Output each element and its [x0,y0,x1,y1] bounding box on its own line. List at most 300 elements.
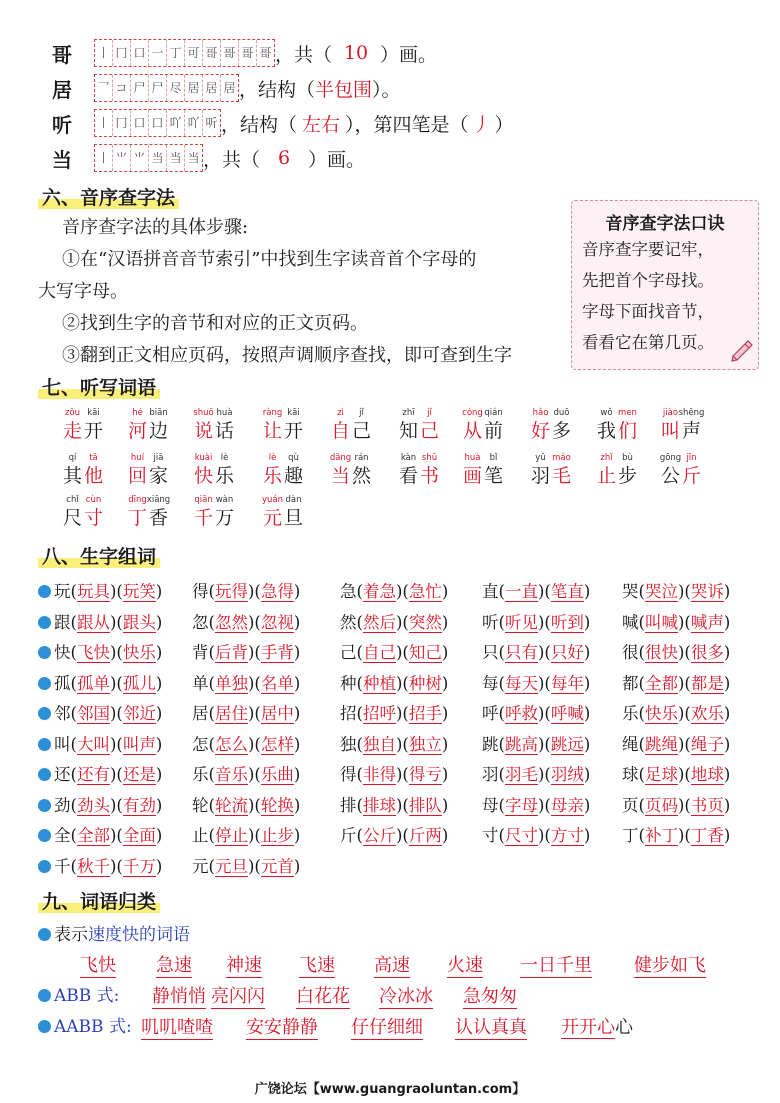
base-char: 还 [54,765,71,784]
base-char: 羽 [482,765,499,784]
word-answer: 羽绒 [550,765,584,784]
word-group-row [38,578,758,606]
word-answer: 然后 [362,612,396,632]
base-char: 种 [340,673,357,693]
note-line: 看看它在第几页。 [582,333,714,352]
base-char: 止 [192,826,209,845]
stroke-step: 尸 [149,75,167,101]
hanzi: 从 [462,420,482,442]
category-word: 神速 [226,951,262,978]
stroke-answer: 左右 [302,113,341,136]
hanzi: 步 [617,465,637,487]
word-answer: 邻近 [122,704,156,723]
word-group-row [38,670,758,698]
stroke-step: 吖 [167,110,185,136]
sec6-line-3: 大写字母。 [38,281,128,302]
hanzi: 开 [83,420,103,442]
word-tail: 心 [615,1017,633,1038]
stroke-char: 哥 [52,42,72,67]
word-answer: 后背 [214,643,248,662]
pinyin: hǎo [532,408,549,418]
word-group: 背(后背)(手背) [192,643,301,662]
word-group-row [38,639,758,667]
word-group-row [38,792,758,820]
base-char: 都 [622,673,639,693]
stroke-answer: 半包围 [315,78,373,101]
category-word: 飞速 [299,951,335,978]
pinyin-char [660,453,681,488]
category-word: 认认真真 [455,1013,527,1040]
pinyin: zhī [402,408,415,418]
word-answer: 呼救 [504,704,538,723]
word-answer: 种树 [408,673,442,693]
stroke-step: 冂 [113,110,131,136]
stroke-step: 尽 [167,75,185,101]
section-9-title: 九、词语归类 [38,887,160,914]
word-answer: 劲头 [76,795,110,815]
hanzi: 知 [398,420,418,442]
hanzi: 多 [551,420,571,442]
word-answer: 跟从 [76,612,110,632]
hanzi: 让 [262,420,282,442]
pinyin-char [462,453,483,488]
pinyin-char [398,408,419,443]
hanzi: 羽 [530,465,550,487]
base-char: 元 [192,856,209,876]
pinyin-char [530,408,551,443]
base-char: 然 [340,612,357,632]
pinyin: kāi [287,408,300,418]
base-char: 丁 [622,826,639,845]
pinyin: biān [149,408,168,418]
stroke-step: 乛 [95,75,113,101]
category-word: 叽叽喳喳 [141,1013,213,1040]
pinyin-char [283,495,304,530]
stroke-step: 口 [149,110,167,136]
bullet-icon [38,707,51,720]
base-char: 喊 [622,612,639,632]
base-char: 斤 [340,826,357,845]
word-answer: 尺寸 [504,826,538,845]
pinyin-char [483,453,504,488]
word-group: 很(很快)(很多) [622,643,731,662]
word-answer: 叫喊 [644,612,678,632]
dictation-word [462,408,504,443]
base-char: 快 [54,643,71,662]
pinyin-char [127,453,148,488]
mnemonic-note [571,200,759,370]
dictation-word [596,453,638,488]
word-group: 劲(劲头)(有劲) [38,792,162,816]
pinyin-char [617,453,638,488]
pinyin-char [462,408,483,443]
bullet-icon [38,860,51,873]
pinyin: dīng [128,495,147,505]
word-group: 急(着急)(急忙) [340,582,449,601]
pinyin: bǐ [489,453,498,463]
stroke-step: 一 [149,40,167,66]
pinyin-char [678,408,705,443]
pinyin: hé [132,408,143,418]
hanzi: 边 [148,420,168,442]
word-answer: 喊声 [690,612,724,632]
word-group-row [38,731,758,759]
word-group: 全(全部)(全面) [38,822,162,846]
word-answer: 听见 [504,612,538,632]
word-answer: 排球 [362,795,396,815]
hanzi: 元 [262,507,282,529]
base-char: 背 [192,643,209,662]
word-answer: 快乐 [644,704,678,723]
pinyin-char [214,453,235,488]
base-char: 己 [340,643,357,662]
pinyin-char [681,453,702,488]
hanzi: 画 [462,465,482,487]
word-answer: 字母 [504,795,538,815]
word-group-row [38,609,758,637]
pinyin: lè [268,453,277,463]
base-char: 乐 [192,765,209,784]
hanzi: 河 [127,420,147,442]
word-answer: 方寸 [550,826,584,845]
stroke-step: 听 [205,116,218,130]
word-answer: 急忙 [408,582,442,601]
base-char: 绳 [622,734,639,754]
stroke-answer: 6 [277,147,291,169]
note-title: 音序查字法口诀 [605,214,725,234]
base-char: 全 [54,826,71,845]
word-answer: 全部 [76,826,110,845]
word-answer: 单独 [214,673,248,693]
category-word: 静悄悄 [152,982,206,1009]
category-word: 火速 [447,951,483,978]
pinyin-char [330,408,351,443]
dictation-word [62,408,104,443]
base-char: 忽 [192,612,209,632]
stroke-step: 丨 [95,145,113,171]
word-group: 丁(补丁)(丁香) [622,826,731,845]
pinyin-char [62,453,83,488]
word-answer: 忽然 [214,612,248,632]
word-answer: 每年 [550,673,584,693]
base-char: 页 [622,795,639,815]
word-group: 居(居住)(居中) [192,704,301,723]
pinyin: jiā [153,453,164,463]
hanzi: 好 [530,420,550,442]
base-char: 千 [54,856,71,876]
section-8-title: 八、生字组词 [38,542,160,569]
bullet-icon [38,768,51,781]
pinyin: xiāng [146,495,171,505]
stroke-text: ，结构（ [221,113,298,136]
note-line: 字母下面找音节， [582,302,714,321]
word-group: 哭(哭泣)(哭诉) [622,582,731,601]
category-word: 健步如飞 [634,951,706,978]
aabb-label: AABB 式: [38,1012,132,1037]
word-answer: 乐曲 [260,765,294,784]
word-answer: 页码 [644,795,678,815]
pinyin: shū [421,453,438,463]
word-answer: 开开心 [561,1017,615,1038]
base-char: 劲 [54,795,71,815]
word-answer: 还是 [122,765,156,784]
stroke-char: 居 [52,77,72,102]
word-answer: 孤儿 [122,673,156,693]
dictation-word [530,408,572,443]
base-char: 居 [192,704,209,723]
hanzi: 毛 [551,465,571,487]
pinyin: bù [622,453,633,463]
pinyin-char [83,408,104,443]
stroke-order-box [94,74,239,102]
word-group: 喊(叫喊)(喊声) [622,612,731,632]
word-group: 球(足球)(地球) [622,765,731,784]
word-answer: 手背 [260,643,294,662]
dictation-word [193,453,235,488]
dictation-word [530,453,572,488]
word-answer: 止步 [260,826,294,845]
base-char: 招 [340,704,357,723]
pinyin: men [618,408,637,418]
pinyin-char [283,453,304,488]
dictation-word [127,453,169,488]
note-line: 先把首个字母找。 [582,271,714,290]
pinyin-char [419,453,440,488]
base-char: 寸 [482,826,499,845]
pinyin: jīn [686,453,697,463]
word-answer: 招手 [408,704,442,723]
pinyin-char [262,408,283,443]
word-group: 只(只有)(只好) [482,643,591,662]
word-answer: 怎样 [260,734,294,754]
hanzi: 尺 [62,507,82,529]
base-char: 很 [622,643,639,662]
base-char: 直 [482,582,499,601]
pinyin: qián [484,408,503,418]
hanzi: 声 [681,420,701,442]
pinyin-char [262,495,283,530]
stroke-text: ，共（ [203,148,261,171]
word-group: 得(非得)(得亏) [340,765,449,784]
word-group: 得(玩得)(急得) [192,582,301,601]
word-group: 忽(忽然)(忽视) [192,612,301,632]
pinyin: kuài [194,453,213,463]
pinyin: yǔ [535,453,546,463]
hanzi: 当 [330,465,350,487]
word-group: 羽(羽毛)(羽绒) [482,765,591,784]
bullet-icon [38,1020,51,1033]
hanzi: 开 [283,420,303,442]
base-char: 球 [622,765,639,784]
pinyin: máo [552,453,571,463]
word-answer: 叫声 [122,734,156,754]
base-char: 得 [340,765,357,784]
hanzi: 旦 [283,507,303,529]
hanzi: 公 [660,465,680,487]
dictation-word [660,408,705,443]
base-char: 单 [192,673,209,693]
pinyin: dàn [285,495,302,505]
word-answer: 名单 [260,673,294,693]
word-answer: 跳远 [550,734,584,754]
dictation-word [62,453,104,488]
stroke-row [52,71,401,105]
base-char: 听 [482,612,499,632]
word-answer: 突然 [408,612,442,632]
hanzi: 自 [330,420,350,442]
pinyin: lè [220,453,229,463]
stroke-step: 丨 [95,40,113,66]
base-char: 轮 [192,795,209,815]
word-group: 种(种植)(种树) [340,673,449,693]
dictation-word [193,408,235,443]
category-word: 白花花 [296,982,350,1009]
pinyin-char [193,408,214,443]
word-answer: 斤两 [408,826,442,845]
pinyin-char [214,495,235,530]
word-answer: 孤单 [76,673,110,693]
bullet-icon [38,928,51,941]
word-answer: 丁香 [690,826,724,845]
base-char: 得 [192,582,209,601]
word-answer: 独自 [362,734,396,754]
pinyin-char [193,495,214,530]
stroke-step: 当 [167,145,185,171]
hanzi: 万 [214,507,234,529]
pinyin: cùn [85,495,102,505]
stroke-char: 听 [52,112,72,137]
section-6-title: 六、音序查字法 [38,183,179,210]
word-answer: 跟头 [122,612,156,632]
word-group: 直(一直)(笔直) [482,582,591,601]
word-answer: 忽视 [260,612,294,632]
sec6-line-2: ①在“汉语拼音音节索引”中找到生字读音首个字母的 [62,249,477,270]
word-answer: 呼喊 [550,704,584,723]
category-word [561,1013,633,1039]
word-answer: 元首 [260,856,294,876]
base-char: 呼 [482,704,499,723]
hanzi: 千 [193,507,213,529]
word-group: 都(全都)(都是) [622,673,731,693]
stroke-char: 当 [52,147,72,172]
word-answer: 欢乐 [690,704,724,723]
hanzi: 己 [419,420,439,442]
hanzi: 己 [351,420,371,442]
word-answer: 羽毛 [504,765,538,784]
word-group: 跳(跳高)(跳远) [482,734,591,754]
word-answer: 哭诉 [690,582,724,601]
hanzi: 回 [127,465,147,487]
word-group: 每(每天)(每年) [482,673,591,693]
pinyin: kāi [87,408,100,418]
base-char: 叫 [54,734,71,754]
dictation-word [398,453,440,488]
word-answer: 很多 [690,643,724,662]
base-char: 独 [340,734,357,754]
hanzi: 书 [419,465,439,487]
base-char: 每 [482,673,499,693]
hanzi: 香 [148,507,168,529]
word-answer: 跳高 [504,734,538,754]
stroke-step: 口 [131,40,149,66]
word-answer: 自己 [362,643,396,662]
stroke-step: 冂 [113,40,131,66]
base-char: 哭 [622,582,639,601]
hanzi: 乐 [214,465,234,487]
bullet-icon [38,738,51,751]
category-word: 飞快 [80,951,116,978]
word-group: 绳(跳绳)(绳子) [622,734,731,754]
pinyin: zhǐ [600,453,613,463]
hanzi: 斤 [681,465,701,487]
base-char: 跟 [54,612,71,632]
pinyin-char [398,453,419,488]
bullet-icon [38,646,51,659]
hanzi: 叫 [660,420,680,442]
pinyin-char [330,453,351,488]
word-answer: 元旦 [214,856,248,876]
stroke-row [52,141,365,175]
word-answer: 只有 [504,643,538,662]
dictation-word [127,495,169,530]
dictation-word [330,453,372,488]
base-char: 排 [340,795,357,815]
word-answer: 飞快 [76,643,110,662]
bullet-icon [38,677,51,690]
word-group: 排(排球)(排队) [340,795,449,815]
pinyin: huí [130,453,145,463]
pencil-icon [728,339,754,365]
word-group-row [38,700,758,728]
base-char: 母 [482,795,499,815]
word-answer: 地球 [690,765,724,784]
pinyin-char [530,453,551,488]
hanzi: 快 [193,465,213,487]
stroke-step: 哥 [259,46,272,60]
pinyin-char [148,495,169,530]
word-answer: 得亏 [408,765,442,784]
base-char: 只 [482,643,499,662]
bullet-icon [38,799,51,812]
pinyin: cóng [462,408,483,418]
pinyin: wàn [215,495,234,505]
word-answer: 大叫 [76,734,110,754]
pinyin-char [62,495,83,530]
word-group-row [38,822,758,850]
word-answer: 急得 [260,582,294,601]
word-group: 寸(尺寸)(方寸) [482,826,591,845]
pinyin: zǒu [64,408,81,418]
category-word: 急匆匆 [463,982,517,1009]
stroke-step: 哥 [221,40,239,66]
word-answer: 停止 [214,826,248,845]
stroke-row [52,106,514,140]
pinyin-char [351,453,372,488]
category-word: 冷冰冰 [379,982,433,1009]
stroke-step: 哥 [239,40,257,66]
hanzi: 趣 [283,465,303,487]
dictation-word [193,495,235,530]
pinyin: duō [553,408,570,418]
pinyin: qiān [194,495,213,505]
word-answer: 只好 [550,643,584,662]
hanzi: 其 [62,465,82,487]
word-answer: 轮换 [260,795,294,815]
word-group: 止(停止)(止步) [192,826,301,845]
pinyin: kàn [400,453,417,463]
pinyin: shuō [193,408,214,418]
base-char: 急 [340,582,357,601]
